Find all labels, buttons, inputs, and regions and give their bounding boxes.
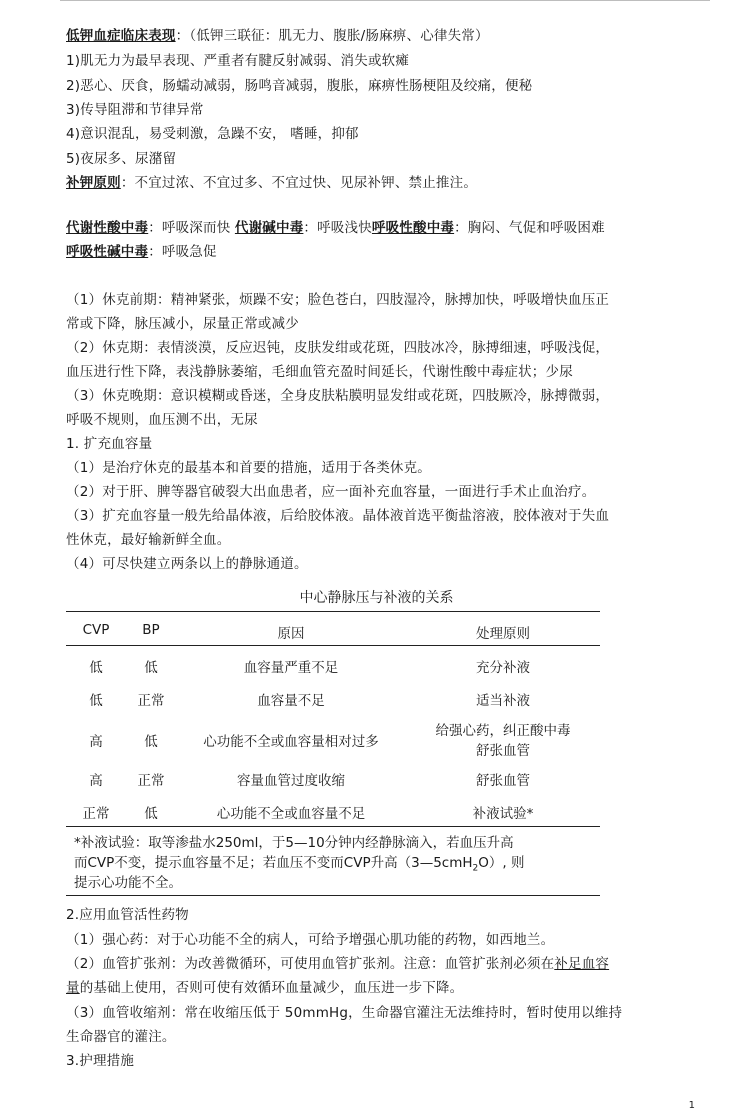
respiratory-alkalosis-label: 呼吸性碱中毒 <box>66 244 149 260</box>
volume-heading: 1. 扩充血容量 <box>66 436 153 452</box>
acid-base-line-1: 代谢性酸中毒：呼吸深而快 代谢碱中毒：呼吸浅快呼吸性酸中毒：胸闷、气促和呼吸困难 <box>66 220 605 236</box>
table-cell: 舒张血管 <box>476 773 530 789</box>
vasoactive-heading: 2.应用血管活性药物 <box>66 907 189 923</box>
volume-text-line: （2）对于肝、脾等器官破裂大出血患者，应一面补充血容量，一面进行手术止血治疗。 <box>66 484 596 500</box>
underlined-phrase: 量 <box>66 980 80 996</box>
metabolic-alkalosis-label: 代谢碱中毒 <box>234 220 304 236</box>
hypokalemia-title: 低钾血症临床表现 <box>66 28 176 44</box>
table-cell: 适当补液 <box>476 693 530 709</box>
hypokalemia-item: 3)传导阻滞和节律异常 <box>66 102 204 118</box>
volume-text-line: （4）可尽快建立两条以上的静脉通道。 <box>66 556 308 572</box>
table-cell: 低 <box>144 806 158 822</box>
table-cell: 高 <box>89 734 103 750</box>
table-cell: 血容量严重不足 <box>243 660 339 676</box>
table-cell: 心功能不全或血容量不足 <box>216 806 366 822</box>
hypokalemia-subtitle: （低钾三联征：肌无力、腹胀/肠麻痹、心律失常） <box>189 28 489 44</box>
table-note-line: 而CVP不变，提示血容量不足；若血压不变而CVP升高（3—5cmH$_2$O）, 则 <box>74 855 525 874</box>
table-bottom-rule <box>66 895 600 896</box>
vasoactive-line: 生命器官的灌注。 <box>66 1029 176 1045</box>
table-cell: 心功能不全或血容量相对过多 <box>203 734 379 750</box>
volume-text-line: 性休克，最好输新鲜全血。 <box>66 532 231 548</box>
respiratory-acidosis-label: 呼吸性酸中毒 <box>371 220 455 236</box>
vasoactive-line: （3）血管收缩剂：常在收缩压低于 50mmHg，生命器官灌注无法维持时，暂时使用以维持 <box>66 1005 623 1021</box>
table-body-rule <box>66 826 600 827</box>
header-cvp: CVP <box>82 622 110 638</box>
hypokalemia-item: 2)恶心、厌食，肠蠕动减弱，肠鸣音减弱，腹胀，麻痹性肠梗阻及绞痛，便秘 <box>66 78 533 94</box>
volume-text-line: （3）扩充血容量一般先给晶体液，后给胶体液。晶体液首选平衡盐溶液，胶体液对于失血 <box>66 508 610 524</box>
top-rule <box>60 0 710 1</box>
table-cell: 低 <box>89 660 103 676</box>
potassium-principle-line: 补钾原则：不宜过浓、不宜过多、不宜过快、见尿补钾、禁止推注。 <box>66 175 478 191</box>
underlined-phrase: 补足血容 <box>554 956 610 972</box>
table-cell: 舒张血管 <box>476 743 530 759</box>
hypokalemia-item: 1)肌无力为最早表现、严重者有腱反射减弱、消失或软瘫 <box>66 53 410 69</box>
table-cell: 补液试验* <box>472 806 534 822</box>
shock-text-line: （3）休克晚期：意识模糊或昏迷，全身皮肤粘膜明显发绀或花斑，四肢厥冷，脉搏微弱， <box>66 388 610 404</box>
vasoactive-line: （1）强心药：对于心功能不全的病人，可给予增强心肌功能的药物，如西地兰。 <box>66 932 555 948</box>
volume-text-line: （1）是治疗休克的最基本和首要的措施，适用于各类休克。 <box>66 460 431 476</box>
metabolic-acidosis-label: 代谢性酸中毒 <box>66 220 149 236</box>
table-cell: 低 <box>144 660 158 676</box>
table-note-line: 提示心功能不全。 <box>74 875 182 891</box>
table-header-rule <box>66 645 600 646</box>
shock-text-line: 常或下降，脉压减小，尿量正常或减少 <box>66 316 299 332</box>
table-cell: 低 <box>89 693 103 709</box>
header-cause: 原因 <box>277 626 305 642</box>
header-principle: 处理原则 <box>476 626 530 642</box>
hypokalemia-item: 5)夜尿多、尿潴留 <box>66 151 177 167</box>
table-caption: 中心静脉压与补液的关系 <box>299 590 454 606</box>
hypokalemia-heading-line: 低钾血症临床表现：（低钾三联征：肌无力、腹胀/肠麻痹、心律失常） <box>66 28 489 44</box>
table-cell: 正常 <box>82 806 110 822</box>
shock-text-line: （1）休克前期：精神紧张，烦躁不安；脸色苍白，四肢湿冷，脉搏加快，呼吸增快血压正 <box>66 292 610 308</box>
table-cell: 高 <box>89 773 103 789</box>
page-number: 1 <box>688 1100 695 1111</box>
table-cell: 给强心药，纠正酸中毒 <box>435 723 571 739</box>
table-cell: 容量血管过度收缩 <box>237 773 345 789</box>
header-bp: BP <box>142 622 160 638</box>
shock-text-line: 呼吸不规则，血压测不出，无尿 <box>66 412 258 428</box>
nursing-heading: 3.护理措施 <box>66 1053 135 1069</box>
table-top-rule <box>66 611 600 612</box>
vasoactive-line: （2）血管扩张剂：为改善微循环，可使用血管扩张剂。注意：血管扩张剂必须在补足血容 <box>66 956 610 972</box>
acid-base-line-2: 呼吸性碱中毒：呼吸急促 <box>66 244 217 260</box>
table-cell: 正常 <box>137 773 165 789</box>
shock-text-line: 血压进行性下降，表浅静脉萎缩，毛细血管充盈时间延长，代谢性酸中毒症状；少尿 <box>66 364 573 380</box>
table-note-line: *补液试验：取等渗盐水250ml，于5—10分钟内经静脉滴入，若血压升高 <box>74 835 514 851</box>
table-cell: 正常 <box>137 693 165 709</box>
shock-text-line: （2）休克期：表情淡漠，反应迟钝，皮肤发绀或花斑，四肢冰冷，脉搏细速，呼吸浅促， <box>66 340 610 356</box>
potassium-principle-label: 补钾原则 <box>66 175 121 191</box>
table-cell: 低 <box>144 734 158 750</box>
table-cell: 充分补液 <box>476 660 530 676</box>
hypokalemia-item: 4)意识混乱，易受刺激，急躁不安， 嗜睡，抑郁 <box>66 126 359 142</box>
potassium-principle-text: 不宜过浓、不宜过多、不宜过快、见尿补钾、禁止推注。 <box>134 175 478 191</box>
vasoactive-line: 量的基础上使用，否则可使有效循环血量减少，血压进一步下降。 <box>66 980 464 996</box>
table-cell: 血容量不足 <box>257 693 325 709</box>
